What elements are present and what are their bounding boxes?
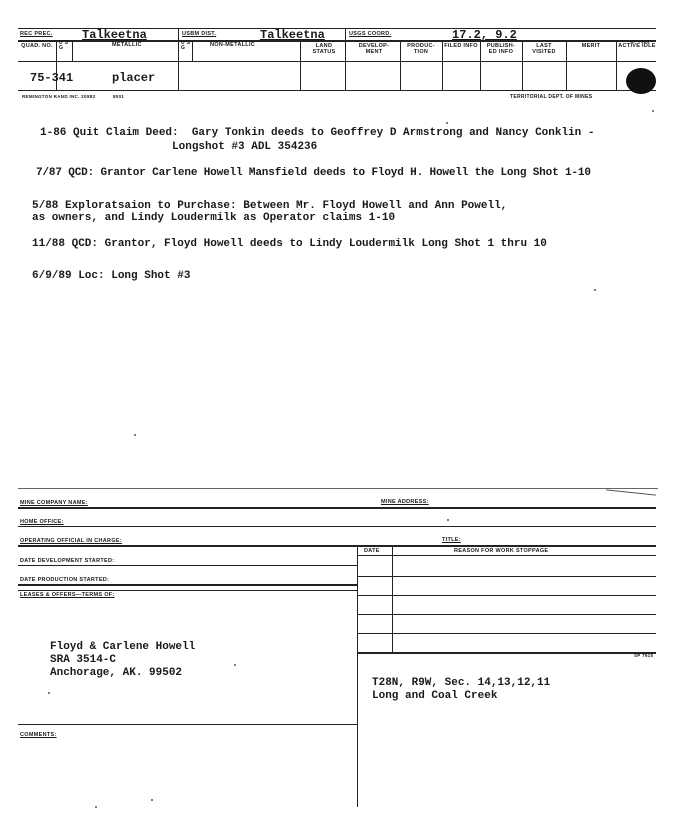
entry-2: 7/87 QCD: Grantor Carlene Howell Mansfield deeds to Floyd H. Howell the Long Shot 1-10 [36, 167, 591, 179]
location-line-1: T28N, R9W, Sec. 14,13,12,11 [372, 677, 551, 689]
serial-value: 75-341 [30, 71, 74, 85]
rec-prec-label: REC PREC. [20, 31, 53, 37]
quad-no-label: QUAD. NO. [21, 43, 53, 49]
usbm-dist-value: Talkeetna [260, 28, 325, 42]
form-number-2: SP 7915 [634, 653, 654, 658]
published-info-label: PUBLISH- ED INFO [486, 43, 516, 55]
usbm-dist-label: USBM DIST. [182, 31, 217, 37]
rec-prec-value: Talkeetna [82, 28, 147, 42]
active-idle-label: ACTIVE IDLE [618, 43, 656, 49]
location-line-2: Long and Coal Creek [372, 690, 498, 702]
comments-label: COMMENTS: [20, 732, 57, 738]
date-column-header: DATE [364, 548, 380, 554]
filed-info-label: FILED INFO [444, 43, 478, 49]
entry-1-cont: Longshot #3 ADL 354236 [40, 141, 318, 153]
last-visited-label: LAST VISITED [532, 43, 556, 55]
territorial-dept-label: TERRITORIAL DEPT. OF MINES [510, 94, 593, 100]
active-marker-icon [626, 68, 656, 94]
mine-company-label: MINE COMPANY NAME: [20, 500, 88, 506]
printer-code-2: 8001 [113, 94, 125, 99]
leases-label: LEASES & OFFERS—TERMS OF: [20, 592, 115, 598]
date-prod-label: DATE PRODUCTION STARTED: [20, 577, 110, 583]
non-metallic-label: NON-METALLIC [210, 42, 256, 48]
entry-3: 5/88 Exploratsaion to Purchase: Between Mr. Floyd Howell and Ann Powell, [32, 200, 508, 212]
merit-label: MERIT [581, 43, 601, 49]
metallic-value: placer [112, 71, 156, 85]
production-label: PRODUC- TION [407, 43, 435, 55]
printer-line: REMINGTON RAND INC. 20 [22, 94, 87, 99]
owner-address-line-2: SRA 3514-C [50, 654, 117, 666]
title-label: TITLE: [442, 537, 461, 543]
printer-code-1: 882 [87, 94, 96, 99]
entry-5: 6/9/89 Loc: Long Shot #3 [32, 270, 191, 282]
usgs-coord-label: USGS COORD. [349, 31, 392, 37]
usg2-label: U S G [181, 40, 191, 51]
usg-label: U S G [59, 40, 69, 51]
entry-3-cont: as owners, and Lindy Loudermilk as Operator claims 1-10 [32, 212, 396, 224]
development-label: DEVELOP- MENT [358, 43, 390, 55]
home-office-label: HOME OFFICE: [20, 519, 64, 525]
reason-column-header: REASON FOR WORK STOPPAGE [454, 548, 549, 554]
metallic-label: METALLIC [112, 42, 142, 48]
entry-1: 1-86 Quit Claim Deed: Gary Tonkin deeds to Geoffrey D Armstrong and Nancy Conklin - [40, 127, 595, 139]
form-number: SP 7914 [630, 39, 650, 44]
owner-address-line-1: Floyd & Carlene Howell [50, 641, 196, 653]
entry-4: 11/88 QCD: Grantor, Floyd Howell deeds to Lindy Loudermilk Long Shot 1 thru 10 [32, 238, 547, 250]
owner-address-line-3: Anchorage, AK. 99502 [50, 667, 183, 679]
usgs-coord-value: 17.2, 9.2 [452, 28, 517, 42]
date-dev-label: DATE DEVELOPMENT STARTED: [20, 558, 115, 564]
mine-address-label: MINE ADDRESS: [381, 499, 429, 505]
land-status-label: LAND STATUS [312, 43, 336, 55]
operating-official-label: OPERATING OFFICIAL IN CHARGE: [20, 538, 122, 544]
